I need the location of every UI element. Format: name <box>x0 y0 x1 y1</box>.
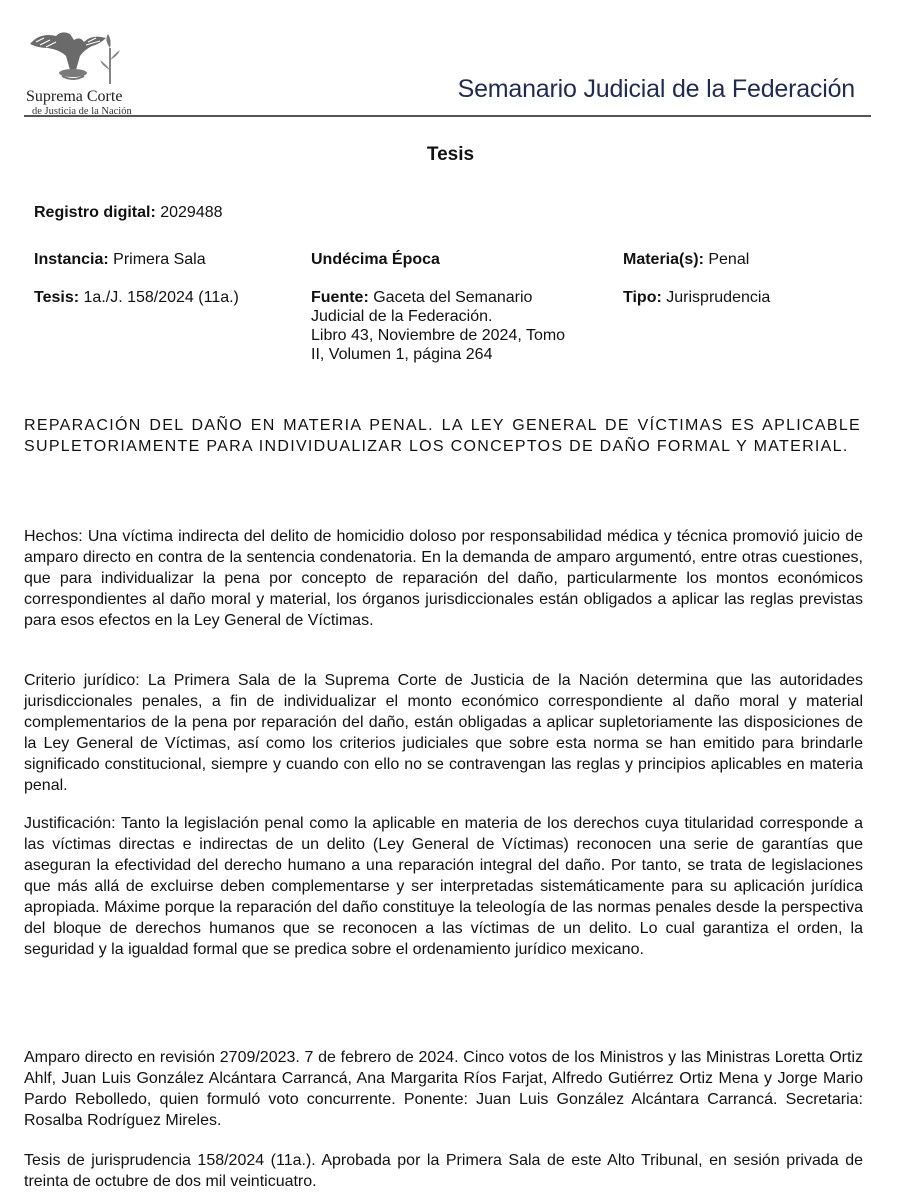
logo <box>22 26 132 116</box>
registro-value: 2029488 <box>160 204 223 221</box>
fuente-line-3: Libro 43, Noviembre de 2024, Tomo <box>311 327 566 344</box>
tesis-number <box>34 288 239 307</box>
logo-subtitle: de Justicia de la Nación <box>32 106 132 117</box>
tipo <box>623 288 770 307</box>
materia-value: Penal <box>708 251 750 268</box>
paragraph-precedente: Amparo directo en revisión 2709/2023. 7 de febrero de 2024. Cinco votos de los Ministros y las Ministras Loretta Ortiz Ahlf, Juan Luis González Alcántara Carrancá, Ana Margarita Ríos Farjat, Alfredo Gutiérrez Ortiz Mena y Jorge Mario Pardo Rebolledo, quien formuló voto concurrente. Ponente: Juan Luis González Alcántara Carrancá. Secretaria: Rosalba Rodríguez Mireles. <box>24 1049 863 1129</box>
tesis-value: 1a./J. 158/2024 (11a.) <box>83 289 239 306</box>
fuente-line-2: Judicial de la Federación. <box>311 308 493 325</box>
registro-label: Registro digital: <box>34 204 156 221</box>
fuente-label: Fuente: <box>311 289 369 306</box>
fuente <box>311 288 565 364</box>
tesis-label: Tesis: <box>34 289 80 306</box>
tipo-value: Jurisprudencia <box>666 289 771 306</box>
instancia-label: Instancia: <box>34 251 109 268</box>
materia <box>623 250 749 269</box>
logo-name: Suprema Corte <box>26 88 123 105</box>
header-divider <box>24 115 871 117</box>
paragraph-justificacion: Justificación: Tanto la legislación penal como la aplicable en materia de los derechos cuya titularidad corresponde a las víctimas directas e indirectas de un delito (Ley General de Víctimas) reconocen una serie de garantías que aseguran la efectividad del derecho humano a una reparación integral del daño. Por tanto, se trata de legislaciones que más allá de excluirse deben complementarse y ser interpretadas sistemáticamente para su aplicación jurídica apropiada. Máxime porque la reparación del daño constituye la teleología de las normas penales desde la perspectiva del bloque de derechos humanos que se reconocen a las víctimas de un delito. Lo cual garantiza el orden, la seguridad y la igualdad formal que se predica sobre el ordenamiento jurídico mexicano. <box>24 815 863 958</box>
instancia-value: Primera Sala <box>113 251 206 268</box>
fuente-line-1: Gaceta del Semanario <box>373 289 533 306</box>
paragraph-aprobacion: Tesis de jurisprudencia 158/2024 (11a.). Aprobada por la Primera Sala de este Alto Tribunal, en sesión privada de treinta de octubre de dos mil veinticuatro. <box>24 1152 863 1190</box>
epoca-value: Undécima Época <box>311 251 440 268</box>
page-header-title: Semanario Judicial de la Federación <box>457 75 855 103</box>
materia-label: Materia(s): <box>623 251 704 268</box>
document-type-title: Tesis <box>426 144 475 165</box>
paragraph-hechos: Hechos: Una víctima indirecta del delito de homicidio doloso por responsabilidad médica y técnica promovió juicio de amparo directo en contra de la sentencia condenatoria. En la demanda de amparo argumentó, entre otras cuestiones, que para individualizar la pena por concepto de reparación del daño, particularmente los montos económicos correspondientes al daño moral y material, los órganos jurisdiccionales están obligados a aplicar las reglas previstas para esos efectos en la Ley General de Víctimas. <box>24 528 863 629</box>
tipo-label: Tipo: <box>623 289 662 306</box>
fuente-line-4: II, Volumen 1, página 264 <box>311 346 493 363</box>
thesis-heading: REPARACIÓN DEL DAÑO EN MATERIA PENAL. LA LEY GENERAL DE VÍCTIMAS ES APLICABLE SUPLETORIAMENTE PARA INDIVIDUALIZAR LOS CONCEPTOS DE DAÑO FORMAL Y MATERIAL. <box>24 417 861 455</box>
epoca <box>311 250 440 269</box>
registro-digital <box>34 203 223 222</box>
paragraph-criterio: Criterio jurídico: La Primera Sala de la Suprema Corte de Justicia de la Nación determina que las autoridades jurisdiccionales penales, a fin de individualizar el monto económico correspondiente al daño moral y material complementarios de la pena por reparación del daño, están obligadas a aplicar supletoriamente las disposiciones de la Ley General de Víctimas, así como los criterios judiciales que sobre esta norma se han emitido para brindarle significado constitucional, siempre y cuando con ello no se contravengan las reglas y principios aplicables en materia penal. <box>24 672 863 794</box>
instancia <box>34 250 206 269</box>
eagle-seal-icon <box>22 26 132 86</box>
